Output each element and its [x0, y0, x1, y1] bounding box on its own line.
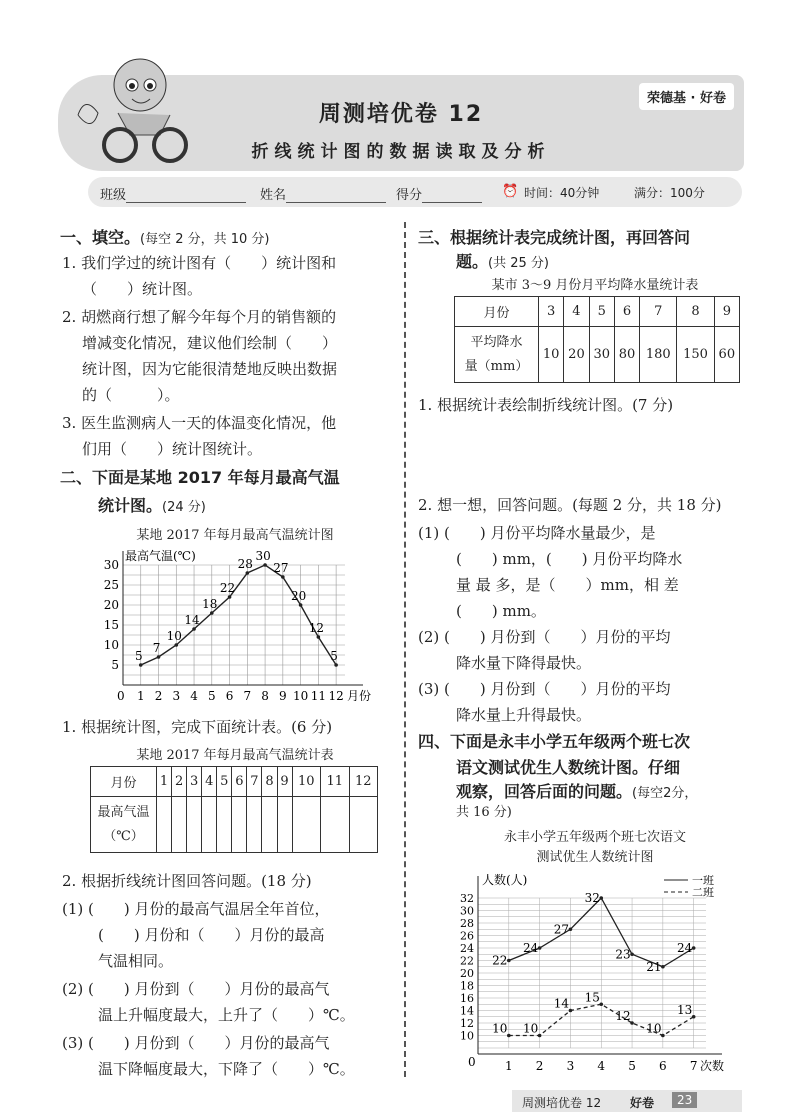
full-score: 满分：100分	[634, 186, 705, 200]
temp-point	[263, 563, 267, 567]
month-cell: 2	[172, 767, 187, 797]
y-tick-label: 30	[460, 904, 474, 918]
s3-a-line2: ( ) mm，( ) 月份平均降水	[456, 550, 683, 568]
y-tick-label: 10	[460, 1029, 474, 1043]
temp-data-label: 18	[202, 597, 218, 611]
page-title: 周测培优卷 12	[318, 102, 484, 127]
x-tick-label: 9	[279, 689, 287, 703]
month-cell: 11	[321, 767, 349, 797]
s1-q2-line4: 的（ ）。	[82, 386, 180, 404]
x-tick-label: 1	[136, 689, 145, 703]
series-data-label: 32	[584, 891, 600, 905]
series-data-label: 24	[522, 941, 539, 955]
series-data-label: 12	[615, 1009, 631, 1023]
temp-point	[210, 611, 214, 615]
x-tick-label: 4	[190, 689, 198, 703]
temp-data-label: 7	[152, 641, 161, 655]
rain-month-cell: 4	[564, 297, 589, 327]
x-axis-label: 月份	[347, 689, 372, 703]
time-limit: 时间：40分钟	[524, 186, 600, 200]
temp-data-label: 14	[184, 613, 200, 627]
series-point	[630, 1021, 634, 1025]
y-tick-label: 32	[460, 892, 474, 905]
s1-q1-line1: 1. 我们学过的统计图有（ ）统计图和	[62, 254, 337, 272]
s3-q1: 1. 根据统计表绘制折线统计图。(7 分)	[418, 396, 674, 414]
s3-a-line1: (1) ( ) 月份平均降水量最少，是	[418, 524, 656, 542]
x-tick-label: 3	[566, 1059, 575, 1073]
series-data-label: 23	[615, 947, 631, 962]
score-field[interactable]: 得分	[396, 184, 482, 203]
series-point	[569, 1009, 573, 1013]
s2-p2-line1: (2) ( ) 月份到（ ）月份的最高气	[62, 980, 330, 998]
section2-title-line2: 统计图。(24 分)	[98, 496, 206, 515]
temp-point	[139, 663, 143, 667]
s1-q2-line2: 增减变化情况，建议他们绘制（ ）	[82, 334, 338, 352]
column-divider	[404, 222, 406, 1077]
month-cell: 7	[247, 767, 262, 797]
x-tick-label: 4	[597, 1059, 606, 1073]
series-point	[538, 1034, 542, 1038]
temp-data-label: 12	[308, 621, 325, 635]
rain-value-cell: 80	[614, 327, 639, 383]
rain-month-cell: 3	[539, 297, 564, 327]
y-tick-label: 20	[460, 967, 474, 980]
temp-answer-cell[interactable]	[202, 797, 217, 853]
y-tick-label: 16	[460, 992, 474, 1005]
y-tick-label: 15	[103, 618, 119, 632]
month-cell: 3	[187, 767, 202, 797]
s3-c-line1: (3) ( ) 月份到（ ）月份的平均	[418, 680, 671, 698]
rain-value-cell: 10	[539, 327, 564, 383]
section2-title-line1: 二、下面是某地 2017 年每月最高气温	[60, 468, 340, 487]
x-tick-label: 1	[504, 1059, 513, 1073]
s2-p1-line2: ( ) 月份和（ ）月份的最高	[98, 926, 325, 944]
x-tick-label: 7	[243, 689, 252, 703]
x-tick-label: 5	[207, 689, 216, 703]
month-cell: 10	[292, 767, 320, 797]
rain-month-cell: 6	[614, 297, 639, 327]
page-footer	[512, 1090, 742, 1112]
series-point	[599, 1002, 603, 1006]
series-point	[507, 959, 511, 963]
rain-row-label: 平均降水 量（mm）	[455, 327, 539, 383]
temp-answer-cell[interactable]	[277, 797, 292, 853]
series-data-label: 10	[492, 1021, 508, 1036]
rain-month-cell: 9	[714, 297, 739, 327]
rain-month-cell: 7	[640, 297, 677, 327]
series-data-label: 15	[584, 990, 600, 1005]
origin-label: 0	[117, 689, 125, 703]
series-data-label: 24	[677, 941, 693, 955]
s2-p2-line2: 温上升幅度最大，上升了（ ）℃。	[98, 1006, 355, 1024]
y-axis-label: 人数(人)	[482, 873, 528, 887]
clock-icon: ⏰	[502, 184, 519, 199]
x-tick-label: 12	[328, 689, 344, 703]
s3-b-line1: (2) ( ) 月份到（ ）月份的平均	[418, 628, 671, 646]
temp-point	[174, 643, 178, 647]
temp-answer-cell[interactable]	[292, 797, 320, 853]
series-data-label: 27	[553, 922, 570, 937]
series-point	[599, 896, 603, 900]
y-axis-label: 最高气温(℃)	[125, 549, 196, 563]
rain-month-cell: 8	[677, 297, 714, 327]
s1-q1-line2: （ ）统计图。	[82, 280, 203, 298]
s3-a-line4: ( ) mm。	[456, 602, 546, 620]
temp-answer-cell[interactable]	[172, 797, 187, 853]
series-data-label: 21	[646, 959, 662, 974]
temp-answer-cell[interactable]	[217, 797, 232, 853]
s2-p1-line1: (1) ( ) 月份的最高气温居全年首位，	[62, 900, 330, 918]
table-row-label: 最高气温 （℃）	[91, 797, 157, 853]
temp-answer-cell[interactable]	[232, 797, 247, 853]
rain-value-cell: 20	[564, 327, 589, 383]
x-tick-label: 5	[628, 1059, 636, 1073]
temp-data-label: 10	[166, 629, 182, 643]
temp-point	[281, 575, 285, 579]
x-tick-label: 3	[172, 689, 181, 703]
brand-logo: 荣德基 · 好卷	[639, 83, 734, 110]
temp-point	[228, 595, 232, 599]
s1-q3-line1: 3. 医生监测病人一天的体温变化情况，他	[62, 414, 337, 432]
y-tick-label: 30	[103, 558, 119, 572]
x-tick-label: 8	[261, 689, 269, 703]
y-tick-label: 14	[460, 1004, 474, 1018]
month-cell: 4	[202, 767, 217, 797]
s3-c-line2: 降水量上升得最快。	[456, 706, 592, 724]
temp-table-title: 某地 2017 年每月最高气温统计表	[136, 748, 334, 763]
temp-point	[157, 655, 161, 659]
temp-answer-cell[interactable]	[247, 797, 262, 853]
series-point	[630, 952, 634, 956]
temp-chart-title: 某地 2017 年每月最高气温统计图	[136, 528, 334, 543]
s2-p1-line3: 气温相同。	[98, 952, 174, 970]
rain-value-cell: 150	[677, 327, 714, 383]
temp-point	[334, 663, 338, 667]
s2-p3-line1: (3) ( ) 月份到（ ）月份的最高气	[62, 1034, 330, 1052]
temp-table	[90, 766, 378, 853]
class-chart-title-line2: 测试优生人数统计图	[536, 850, 654, 865]
section3-title-line1: 三、根据统计表完成统计图，再回答问	[418, 228, 691, 247]
s2-p3-line2: 温下降幅度最大，下降了（ ）℃。	[98, 1060, 355, 1078]
temp-answer-cell[interactable]	[262, 797, 277, 853]
month-cell: 1	[157, 767, 172, 797]
x-tick-label: 10	[292, 689, 309, 703]
info-bar	[88, 177, 742, 207]
section1-title: 一、填空。(每空 2 分，共 10 分)	[60, 228, 270, 247]
month-cell: 5	[217, 767, 232, 797]
s3-q2: 2. 想一想，回答问题。(每题 2 分，共 18 分)	[418, 496, 722, 514]
temp-line-chart	[95, 545, 395, 705]
series-data-label: 10	[646, 1021, 662, 1036]
mascot-icon	[70, 55, 190, 170]
temp-data-label: 28	[237, 557, 253, 571]
origin-label: 0	[468, 1055, 476, 1069]
rain-head-label: 月份	[455, 297, 539, 327]
class-field[interactable]: 班级	[100, 184, 246, 203]
series-data-label: 22	[492, 953, 508, 968]
rain-table-title: 某市 3～9 月份月平均降水量统计表	[491, 278, 699, 293]
s3-b-line2: 降水量下降得最快。	[456, 654, 592, 672]
x-tick-label: 2	[154, 689, 163, 703]
temp-point	[299, 603, 303, 607]
series-point	[569, 927, 573, 931]
y-tick-label: 5	[111, 658, 119, 672]
temp-answer-cell[interactable]	[187, 797, 202, 853]
y-tick-label: 18	[460, 979, 474, 993]
name-field[interactable]: 姓名	[260, 184, 386, 203]
x-tick-label: 7	[689, 1059, 698, 1073]
s2-q2: 2. 根据折线统计图回答问题。(18 分)	[62, 872, 312, 890]
x-tick-label: 2	[535, 1059, 544, 1073]
y-tick-label: 24	[460, 942, 474, 955]
temp-point	[317, 635, 321, 639]
series-data-label: 13	[677, 1002, 693, 1017]
section4-title-line3: 观察，回答后面的问题。(每空2分，	[456, 782, 698, 801]
s1-q3-line2: 们用（ ）统计图统计。	[82, 440, 263, 458]
temp-point	[192, 627, 196, 631]
series-point	[507, 1034, 511, 1038]
x-axis-label: 次数	[700, 1059, 725, 1073]
temp-data-label: 30	[255, 549, 271, 563]
y-tick-label: 12	[460, 1017, 474, 1030]
series-point	[661, 1034, 665, 1038]
rain-month-cell: 5	[589, 297, 614, 327]
x-tick-label: 11	[310, 689, 327, 703]
legend-label: 二班	[692, 886, 714, 899]
series-point	[692, 1015, 696, 1019]
section3-title-line2: 题。(共 25 分)	[456, 252, 549, 271]
y-tick-label: 25	[103, 578, 119, 592]
section4-title-line2: 语文测试优生人数统计图。仔细	[456, 758, 681, 777]
x-tick-label: 6	[659, 1059, 667, 1073]
y-tick-label: 28	[460, 917, 474, 930]
temp-point	[246, 571, 250, 575]
page-subtitle: 折线统计图的数据读取及分析	[251, 142, 551, 162]
temp-answer-cell[interactable]	[157, 797, 172, 853]
s1-q2-line3: 统计图，因为它能很清楚地反映出数据	[82, 360, 338, 378]
temp-data-label: 27	[273, 561, 289, 575]
temp-data-label: 20	[290, 589, 307, 603]
table-head-label: 月份	[91, 767, 157, 797]
series-point	[538, 946, 542, 950]
temp-data-label: 5	[134, 649, 143, 663]
section4-score-line2: 共 16 分)	[456, 805, 512, 820]
y-tick-label: 22	[460, 954, 474, 968]
s3-a-line3: 量 最 多，是（ ）mm，相 差	[456, 576, 679, 594]
rain-table	[454, 296, 740, 383]
rain-value-cell: 30	[589, 327, 614, 383]
temp-answer-cell[interactable]	[321, 797, 349, 853]
month-cell: 9	[277, 767, 292, 797]
y-tick-label: 26	[460, 929, 474, 943]
month-cell: 8	[262, 767, 277, 797]
legend-label: 一班	[692, 874, 714, 887]
page-number: 23	[672, 1092, 697, 1108]
rain-value-cell: 60	[714, 327, 739, 383]
rain-value-cell: 180	[640, 327, 677, 383]
y-tick-label: 20	[103, 598, 119, 612]
class-line-chart	[444, 868, 744, 1083]
s1-q2-line1: 2. 胡燃商行想了解今年每个月的销售额的	[62, 308, 337, 326]
temp-answer-cell[interactable]	[349, 797, 378, 853]
month-cell: 12	[349, 767, 378, 797]
temp-data-label: 5	[330, 649, 338, 663]
series-point	[661, 965, 665, 969]
section4-title-line1: 四、下面是永丰小学五年级两个班七次	[418, 732, 691, 751]
series-point	[692, 946, 696, 950]
series-data-label: 14	[553, 996, 570, 1011]
month-cell: 6	[232, 767, 247, 797]
temp-data-label: 22	[219, 581, 236, 595]
footer-brand: 好卷	[630, 1096, 655, 1110]
series-data-label: 10	[522, 1021, 539, 1036]
class-chart-title-line1: 永丰小学五年级两个班七次语文	[503, 830, 686, 845]
y-tick-label: 10	[103, 638, 119, 652]
s2-q1: 1. 根据统计图，完成下面统计表。(6 分)	[62, 718, 333, 736]
x-tick-label: 6	[225, 689, 234, 703]
footer-label: 周测培优卷 12	[522, 1096, 602, 1110]
